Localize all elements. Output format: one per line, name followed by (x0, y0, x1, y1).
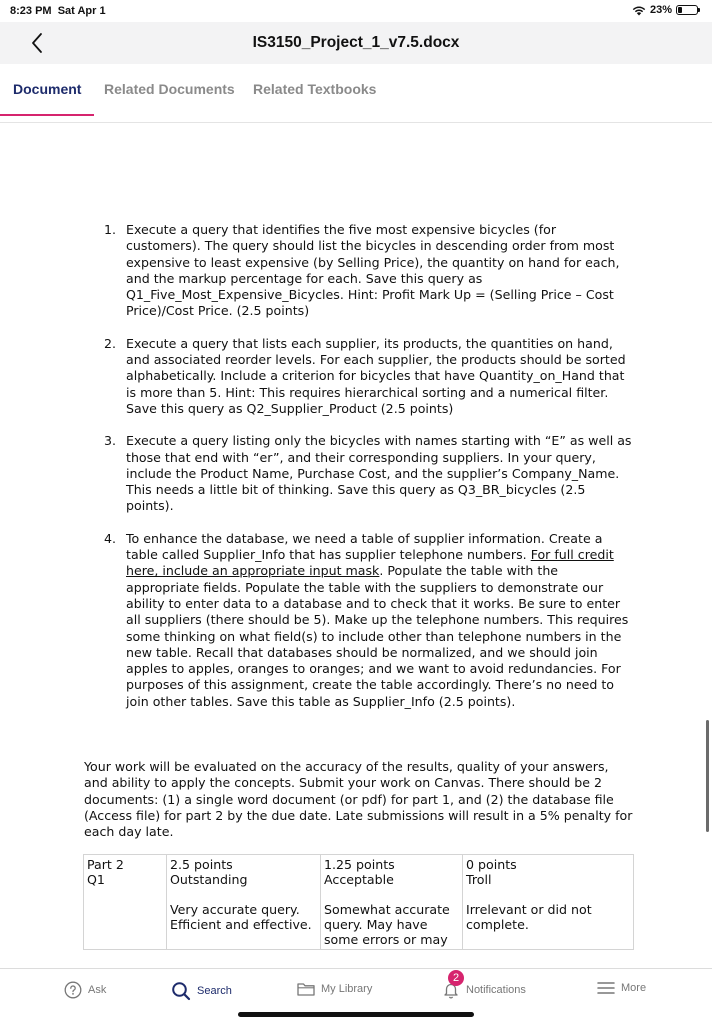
question-item (104, 433, 634, 514)
home-indicator (238, 1012, 474, 1017)
menu-icon (597, 981, 615, 995)
nav-bar (0, 22, 712, 64)
status-time: 8:23 PM Sat Apr 1 (10, 5, 106, 17)
question-text: Execute a query that identifies the five most expensive bicycles (for customers). The query should list the bicycles in descending order from most expensive to least expensive (by Selling Price), the quantity on hand for each, and the markup percentage for each. Save this query as Q1_Five_Most_Expensive_Bicycles. Hint: Profit Mark Up = (Selling Price – Cost Price)/Cost Price. (2.5 points) (126, 222, 620, 319)
tab-document[interactable]: Document (13, 81, 82, 97)
rubric-part-cell: Part 2 Q1 (84, 855, 167, 950)
question-item (104, 336, 634, 417)
search-icon (171, 981, 191, 1001)
question-list (104, 222, 634, 726)
question-text: Execute a query listing only the bicycles with names starting with “E” as well as those that end with “er”, and their corresponding suppliers. In your query, include the Product Name, Purchase Cost, and the supplier’s Company_Name. This needs a little bit of thinking. Save this query as Q3_BR_bicycles (2.5 points). (126, 433, 632, 514)
tab-related-documents[interactable]: Related Documents (104, 81, 235, 97)
nav-notifications-label: Notifications (466, 984, 526, 996)
nav-search[interactable] (171, 981, 232, 1001)
battery-icon (676, 5, 698, 15)
question-number: 4. (104, 530, 117, 546)
wifi-icon (632, 5, 646, 16)
notification-badge: 2 (448, 970, 464, 986)
question-text: Execute a query that lists each supplier, its products, the quantities on hand, and associated reorder levels. For each supplier, the products should be sorted alphabetically. Include a criterion for bicycles that have Quantity_on_Hand that is more than 5. Hint: This requires hierarchical sorting and a numerical filter. Save this query as Q2_Supplier_Product (2.5 points) (126, 335, 626, 416)
rubric-troll-cell: 0 points Troll Irrelevant or did not complete. (463, 855, 634, 950)
battery-level (678, 7, 682, 13)
nav-my-library-label: My Library (321, 983, 373, 995)
rubric-acceptable-cell: 1.25 points Acceptable Somewhat accurate query. May have some errors or may (321, 855, 463, 950)
battery-percent: 23% (649, 4, 672, 16)
question-item (104, 222, 634, 320)
underlined-requirement: For full credit here, include an appropriate input mask (126, 547, 614, 579)
question-text: To enhance the database, we need a table of supplier information. Create a table called Supplier_Info that has supplier telephone numbers. For full credit here, include an appropriate input mask. Populate the table with the appropriate fields. Populate the table with the suppliers to demonstrate our ability to enter data to a database and to check that it works. Be sure to enter all suppliers (there should be 5). Make up the telephone numbers. This requires some thinking on what field(s) to include other than telephone numbers in the new table. Recall that databases should be normalized, and we should join apples to apples, oranges to oranges; and we want to avoid redundancies. For purposes of this assignment, create the table accordingly. There’s no need to join other tables. Save this table as Supplier_Info (2.5 points). (126, 530, 629, 709)
question-number: 2. (104, 335, 117, 351)
status-bar (0, 0, 712, 22)
folder-icon (297, 981, 315, 997)
nav-more-label: More (621, 982, 647, 994)
question-number: 1. (104, 222, 117, 237)
status-date: Sat Apr 1 (57, 5, 106, 17)
rubric-table (83, 854, 634, 950)
question-icon (64, 981, 82, 999)
nav-search-label: Search (197, 985, 232, 997)
tab-bar (0, 64, 712, 123)
nav-ask[interactable] (64, 981, 106, 999)
status-indicators (632, 4, 698, 16)
evaluation-paragraph: Your work will be evaluated on the accuracy of the results, quality of your answers, and ability to apply the concepts. Submit your work on Canvas. There should be 2 documents: (1) a single word document (or pdf) for part 1, and (2) the database file (Access file) for part 2 by the due date. Late submissions will result in a 5% penalty for each day late. (84, 759, 633, 840)
document-viewer[interactable] (0, 123, 712, 968)
scrollbar[interactable] (706, 720, 709, 832)
question-item (104, 531, 634, 710)
active-tab-indicator (0, 114, 94, 116)
table-row (84, 855, 634, 950)
nav-my-library[interactable] (297, 981, 372, 997)
nav-more[interactable] (597, 981, 646, 995)
question-number: 3. (104, 433, 117, 449)
document-title: IS3150_Project_1_v7.5.docx (252, 34, 460, 51)
tab-related-textbooks[interactable]: Related Textbooks (253, 81, 377, 97)
rubric-outstanding-cell: 2.5 points Outstanding Very accurate query. Efficient and effective. (167, 855, 321, 950)
nav-ask-label: Ask (88, 984, 107, 996)
